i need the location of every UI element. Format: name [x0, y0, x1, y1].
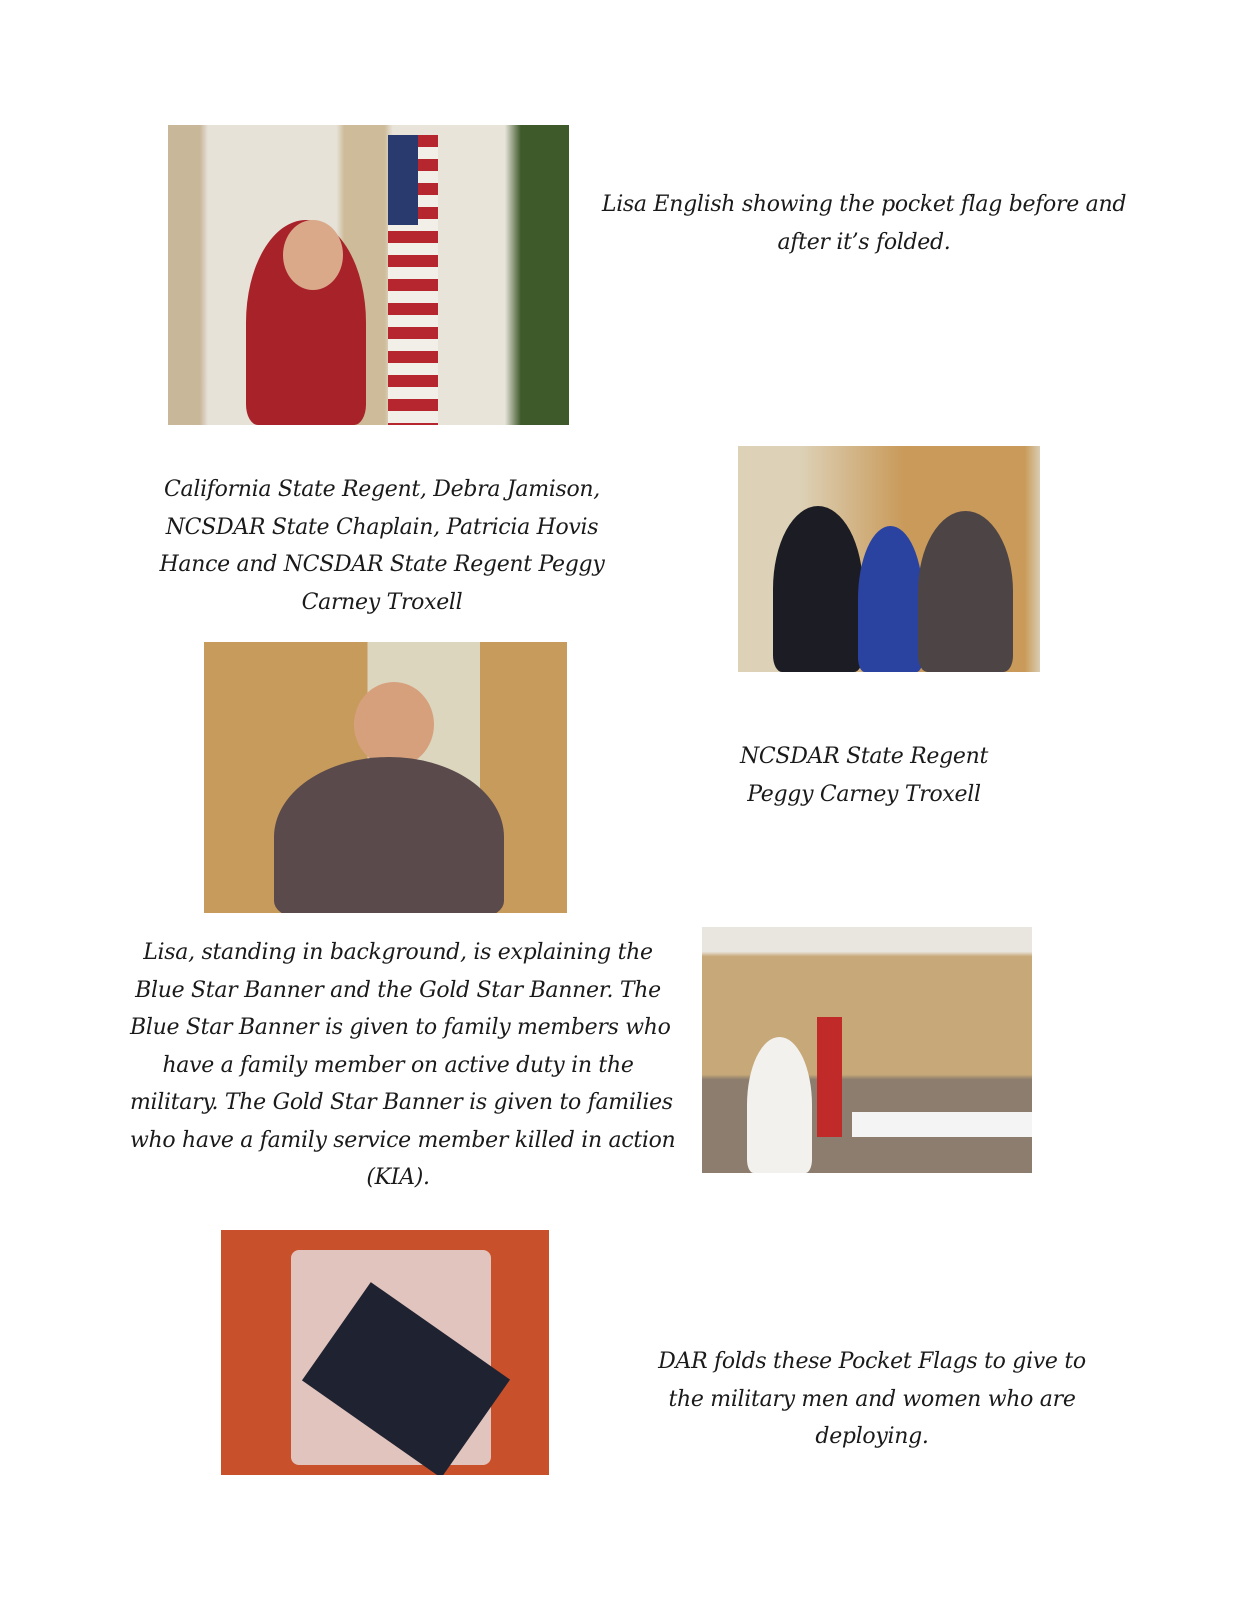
caption-line: deploying. — [815, 1424, 929, 1449]
caption-line: Lisa, standing in background, is explaining the — [143, 940, 653, 965]
photo-lisa-english-with-flag — [168, 125, 569, 425]
caption-line: Carney Troxell — [301, 589, 463, 615]
caption-line: Hance and NCSDAR State Regent Peggy — [159, 552, 605, 577]
caption-line: Lisa English showing the pocket flag before and — [601, 192, 1127, 217]
caption-lisa-flag — [600, 186, 1128, 261]
caption-state-regent — [660, 738, 1068, 813]
caption-line: Peggy Carney Troxell — [747, 781, 981, 807]
caption-line: Blue Star Banner and the Gold Star Banner. The — [135, 977, 661, 1003]
caption-regents — [140, 471, 624, 621]
caption-pocket-flags — [640, 1343, 1104, 1456]
photo-pocket-flag-in-bag — [221, 1230, 549, 1475]
caption-line: NCSDAR State Regent — [739, 744, 989, 769]
photo-banner-presentation — [702, 927, 1032, 1173]
caption-line: military. The Gold Star Banner is given to families — [130, 1090, 673, 1115]
caption-line: have a family member on active duty in the — [162, 1052, 634, 1078]
caption-line: DAR folds these Pocket Flags to give to — [658, 1349, 1086, 1374]
caption-line: after it’s folded. — [777, 229, 951, 255]
caption-banners — [130, 934, 676, 1197]
photo-state-regent-at-podium — [204, 642, 567, 913]
caption-line: (KIA). — [366, 1165, 430, 1190]
caption-line: NCSDAR State Chaplain, Patricia Hovis — [165, 514, 599, 540]
caption-line: the military men and women who are — [668, 1386, 1076, 1412]
caption-line: Blue Star Banner is given to family members who — [130, 1015, 671, 1040]
photo-three-regents — [738, 446, 1040, 672]
caption-line: who have a family service member killed in action — [130, 1127, 676, 1153]
caption-line: California State Regent, Debra Jamison, — [163, 477, 600, 502]
